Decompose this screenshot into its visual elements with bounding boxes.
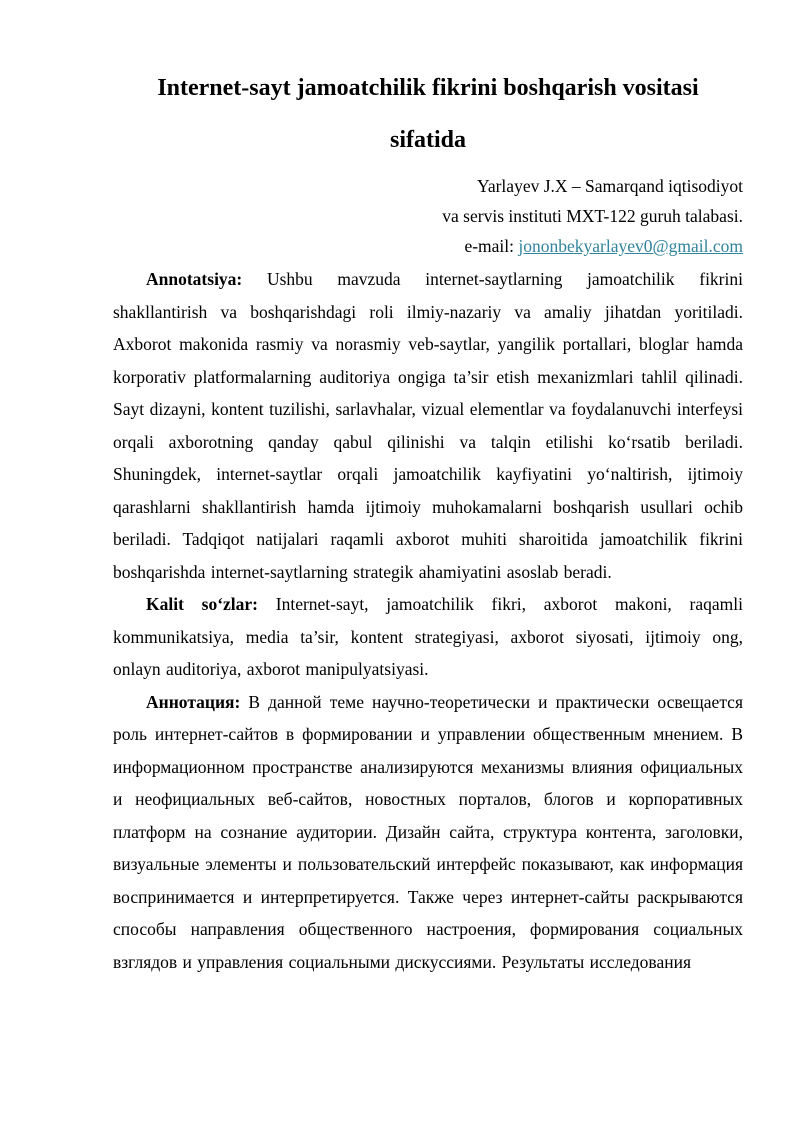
- keywords-text: Internet-sayt, jamoatchilik fikri, axborot makoni, raqamli kommunikatsiya, media ta’sir, kontent strategiyasi, axborot siyosati, ijtimoiy ong, onlayn auditoriya, axborot manipulyatsiyasi.: [113, 594, 743, 679]
- author-block: [113, 171, 743, 261]
- email-link[interactable]: jononbekyarlayev0@gmail.com: [518, 236, 743, 256]
- annotation-ru-paragraph: [113, 686, 743, 979]
- body-text: [113, 263, 743, 978]
- keywords-paragraph: [113, 588, 743, 686]
- title-line-2: sifatida: [389, 127, 466, 153]
- annotation-uz-text: Ushbu mavzuda internet-saytlarning jamoatchilik fikrini shakllantirish va boshqarishdagi roli ilmiy-nazariy va amaliy jihatdan yoritiladi. Axborot makonida rasmiy va norasmiy veb-saytlar, yangilik portallari, bloglar hamda korporativ platformalarning auditoriya ongiga ta’sir etish mexanizmlari tahlil qilinadi. Sayt dizayni, kontent tuzilishi, sarlavhalar, vizual elementlar va foydalanuvchi interfeysi orqali axborotning qanday qabul qilinishi va talqin etilishi koʻrsatib beriladi. Shuningdek, internet-saytlar orqali jamoatchilik kayfiyatini yoʻnaltirish, ijtimoiy qarashlarni shakllantirish hamda ijtimoiy muhokamalarni boshqarish usullari ochib beriladi. Tadqiqot natijalari raqamli axborot muhiti sharoitida jamoatchilik fikrini boshqarishda internet-saytlarning strategik ahamiyatini asoslab beradi.: [113, 269, 743, 582]
- annotation-ru-text: В данной теме научно-теоретически и практически освещается роль интернет-сайтов в формировании и управлении общественным мнением. В информационном пространстве анализируются механизмы влияния официальных и неофициальных веб-сайтов, новостных порталов, блогов и корпоративных платформ на сознание аудитории. Дизайн сайта, структура контента, заголовки, визуальные элементы и пользовательский интерфейс показывают, как информация воспринимается и интерпретируется. Также через интернет-сайты раскрываются способы направления общественного настроения, формирования социальных взглядов и управления социальными дискуссиями. Результаты исследования: [113, 691, 743, 972]
- author-line-1: Yarlayev J.X – Samarqand iqtisodiyot: [476, 176, 743, 196]
- title-line-1: Internet-sayt jamoatchilik fikrini boshqarish vositasi: [157, 75, 699, 101]
- document-title: [113, 62, 743, 166]
- annotation-uz-paragraph: [113, 263, 743, 588]
- page-content: [113, 62, 743, 978]
- keywords-label: Kalit soʻzlar:: [146, 594, 259, 614]
- author-line-email: [113, 231, 743, 261]
- annotation-uz-label: Annotatsiya:: [146, 269, 243, 289]
- annotation-ru-label: Аннотация:: [146, 691, 241, 712]
- email-label: e-mail:: [464, 236, 519, 256]
- author-line-2: va servis instituti MXT-122 guruh talabasi.: [442, 206, 743, 226]
